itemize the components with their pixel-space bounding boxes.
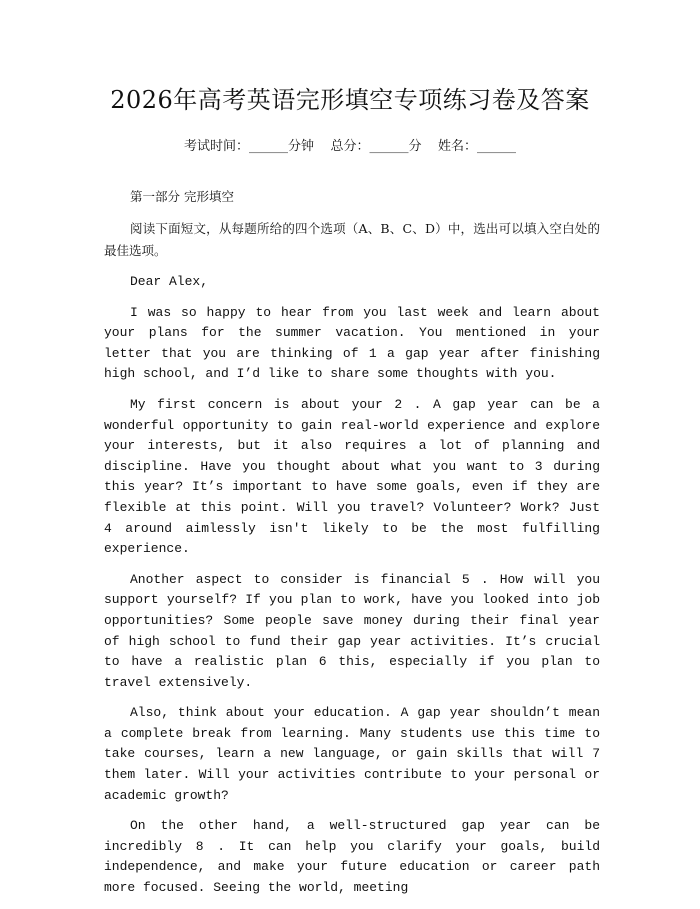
instruction-text: 阅读下面短文，从每题所给的四个选项（A、B、C、D）中，选出可以填入空白处的最佳选项。 [104, 221, 600, 258]
letter-paragraph-5: On the other hand, a well-structured gap year can be incredibly 8 . It can help you clarify your goals, build independence, and make your future education or career path more focused. Seeing the world, meeting [104, 818, 600, 896]
letter-paragraph-3: Another aspect to consider is financial 5 . How will you support yourself? If you plan to work, have you looked into job opportunities? Some people save money during their final year of high school to fund their gap year activities. It’s crucial to have a realistic plan 6 this, especially if you plan to travel extensively. [104, 571, 600, 690]
letter-salutation: Dear Alex, [130, 274, 209, 289]
letter-paragraph-1: I was so happy to hear from you last week and learn about your plans for the summer vacation. You mentioned in your letter that you are thinking of 1 a gap year after finishing high school, and I’d like to share some thoughts with you. [104, 304, 600, 382]
document-body [104, 186, 600, 909]
letter-paragraph-4: Also, think about your education. A gap year shouldn’t mean a complete break from learning. Many students use this time to take courses, learn a new language, or gain skills that will 7 them later. Will your activities contribute to your personal or academic growth? [104, 705, 600, 803]
section-heading: 第一部分 完形填空 [130, 189, 234, 204]
exam-info-line: 考试时间：______分钟 总分：______分 姓名：______ [183, 139, 517, 154]
page-title: 2026年高考英语完形填空专项练习卷及答案 [110, 86, 590, 114]
letter-paragraph-2: My first concern is about your 2 . A gap year can be a wonderful opportunity to gain real-world experience and explore your interests, but it also requires a lot of planning and discipline. Have you thought about what you want to 3 during this year? It’s important to have some goals, even if they are flexible at this point. Will you travel? Volunteer? Work? Just 4 around aimlessly isn't likely to be the most fulfilling experience. [104, 396, 600, 557]
